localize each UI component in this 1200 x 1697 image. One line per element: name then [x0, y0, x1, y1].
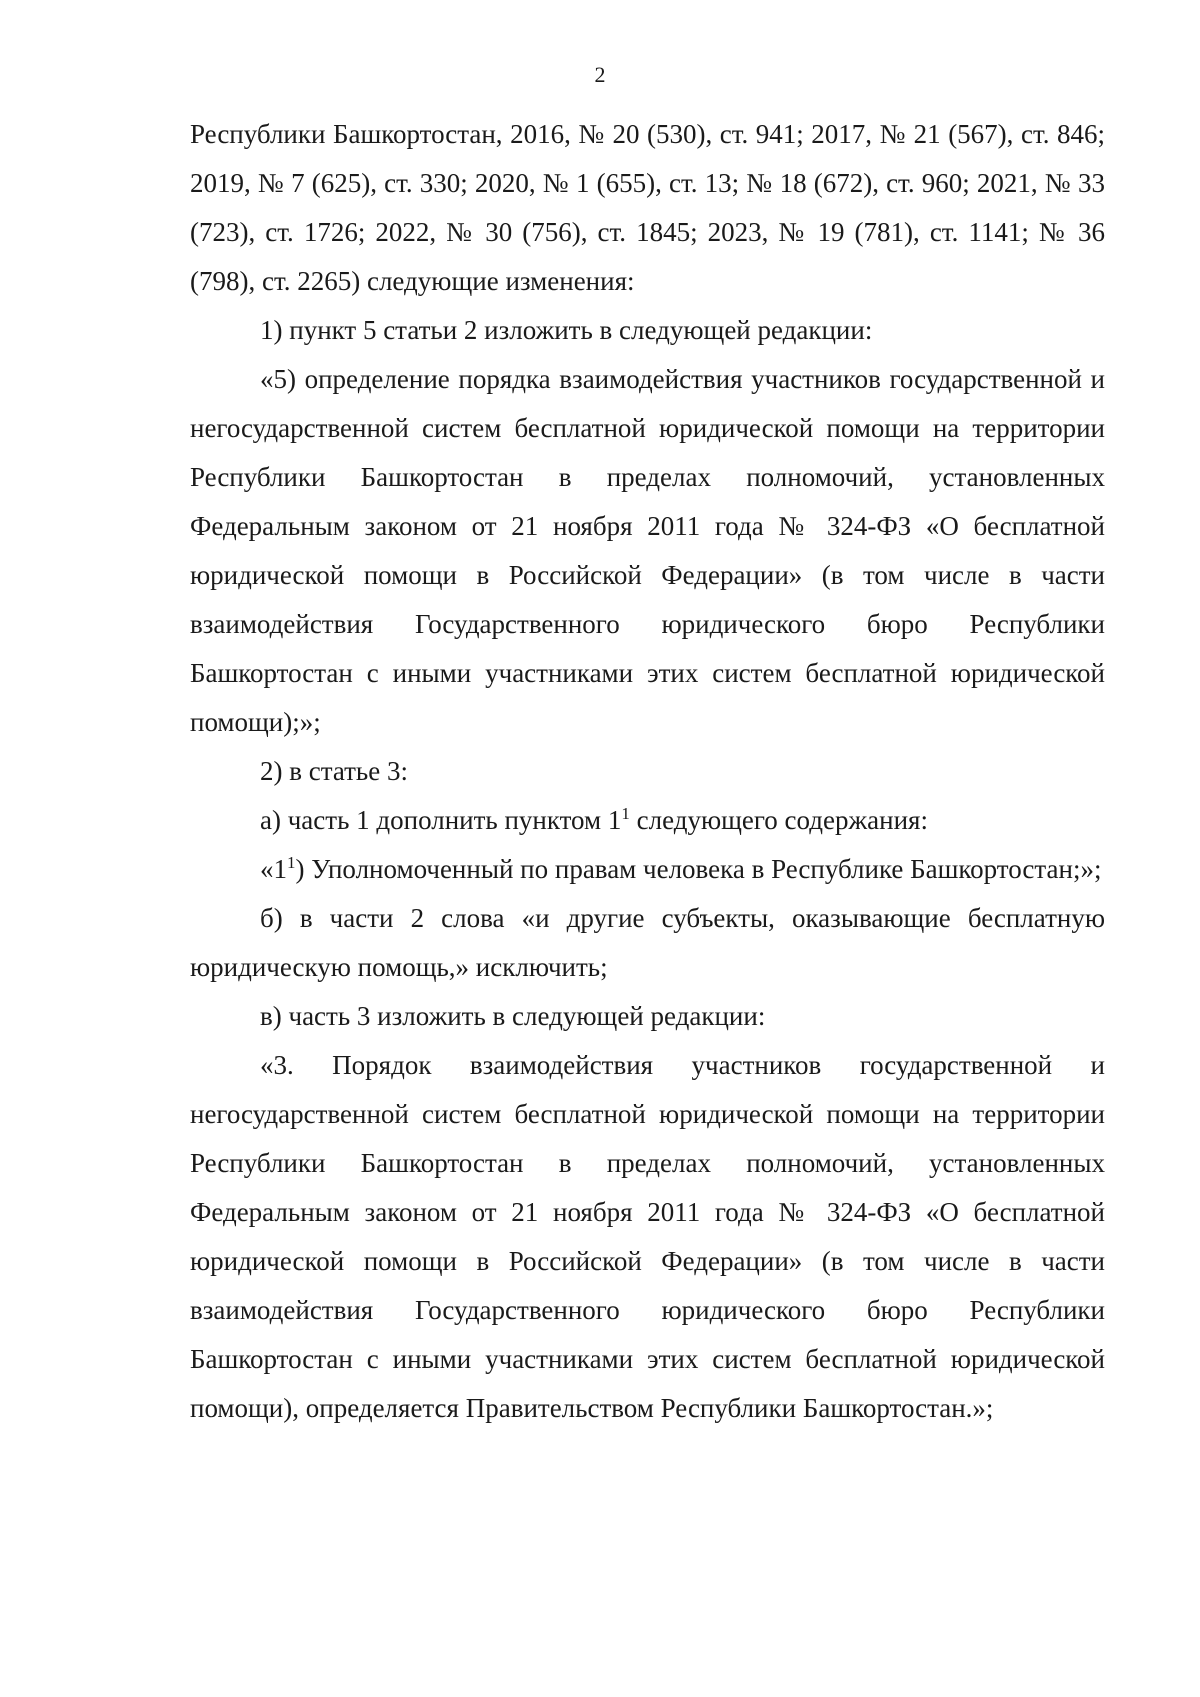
subitem-a-superscript: 1	[621, 804, 630, 823]
paragraph-item-1: 1) пункт 5 статьи 2 изложить в следующей редакции:	[260, 315, 873, 345]
paragraph-part-3-text: «3. Порядок взаимодействия участников государственной и негосударственной систем бесплатной юридической помощи на территории Республики Башкортостан в пределах полномочий, установленных Федеральным законом от 21 ноября 2011 года № 324-ФЗ «О бесплатной юридической помощи в Российской Федерации» (в том числе в части взаимодействия Государственного юридического бюро Республики Башкортостан с иными участниками этих систем бесплатной юридической помощи), определяется Правительством Республики Башкортостан.»;	[190, 1050, 1105, 1423]
paragraph-item-5-text: «5) определение порядка взаимодействия участников государственной и негосударственной систем бесплатной юридической помощи на территории Республики Башкортостан в пределах полномочий, установленных Федеральным законом от 21 ноября 2011 года № 324-ФЗ «О бесплатной юридической помощи в Российской Федерации» (в том числе в части взаимодействия Государственного юридического бюро Республики Башкортостан с иными участниками этих систем бесплатной юридической помощи);»;	[190, 364, 1105, 737]
subitem-a-text-end: следующего содержания:	[629, 805, 928, 835]
page-number: 2	[594, 62, 606, 87]
paragraph-item-2: 2) в статье 3:	[260, 756, 408, 786]
paragraph-publication-list: Республики Башкортостан, 2016, № 20 (530), ст. 941; 2017, № 21 (567), ст. 846; 2019, № 7 (625), ст. 330; 2020, № 1 (655), ст. 13; № 18 (672), ст. 960; 2021, № 33 (723), ст. 1726; 2022, № 30 (756), ст. 1845; 2023, № 19 (781), ст. 1141; № 36 (798), ст. 2265) следующие изменения:	[190, 119, 1105, 296]
item-1-1-superscript: 1	[287, 853, 296, 872]
item-1-1-text-start: «1	[260, 854, 287, 884]
paragraph-subitem-b: б) в части 2 слова «и другие субъекты, оказывающие бесплатную юридическую помощь,» исключить;	[190, 903, 1105, 982]
paragraph-subitem-a	[190, 796, 1105, 845]
paragraph-item-1-1-text	[190, 845, 1105, 894]
subitem-a-text-start: а) часть 1 дополнить пунктом 1	[260, 805, 622, 835]
document-body	[190, 110, 1105, 1433]
item-1-1-text-end: ) Уполномоченный по правам человека в Республике Башкортостан;»;	[295, 854, 1102, 884]
paragraph-subitem-v: в) часть 3 изложить в следующей редакции:	[260, 1001, 766, 1031]
